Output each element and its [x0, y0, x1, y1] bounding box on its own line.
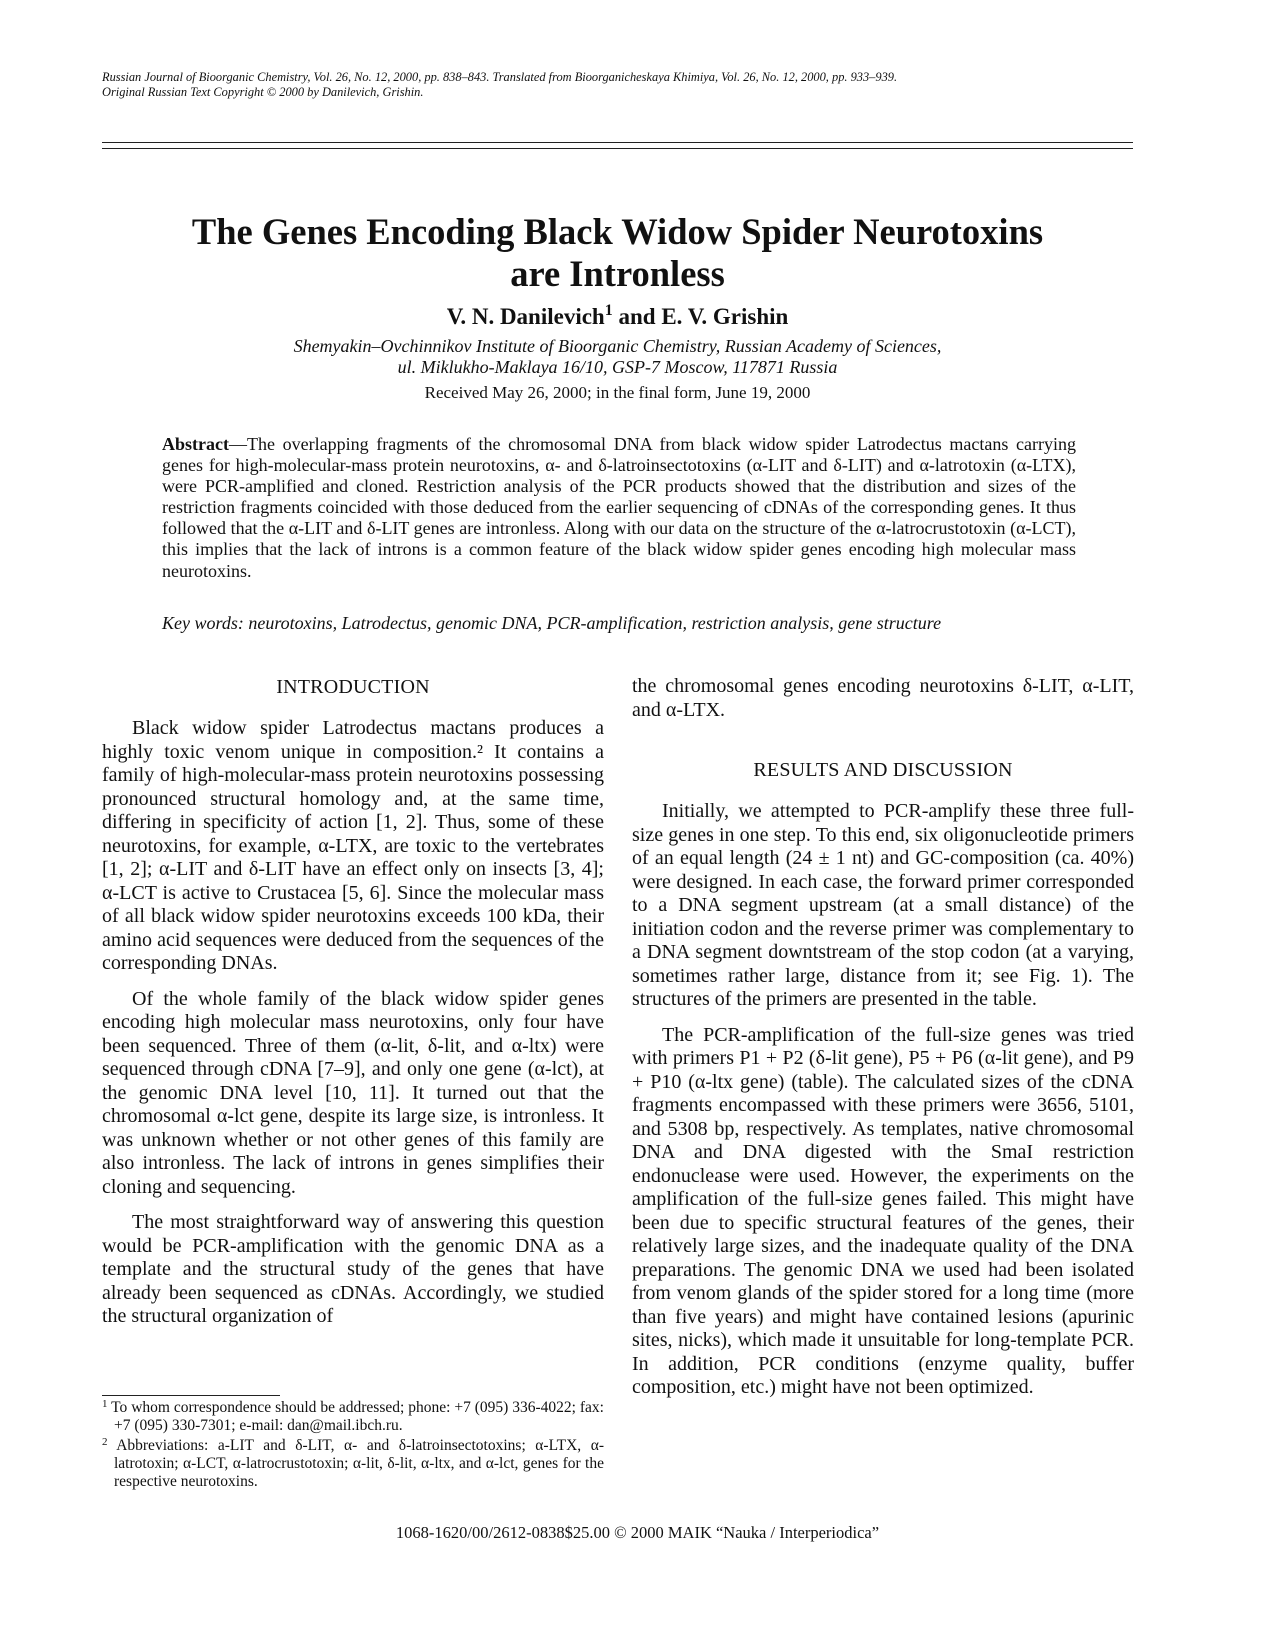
affiliation-line-1: Shemyakin–Ovchinnikov Institute of Bioorganic Chemistry, Russian Academy of Sciences, — [293, 336, 942, 356]
author-2: E. V. Grishin — [661, 304, 789, 329]
title-line-1: The Genes Encoding Black Widow Spider Neurotoxins — [191, 211, 1044, 252]
intro-paragraph-2: Of the whole family of the black widow spider genes encoding high molecular mass neurotoxins, only four have been sequenced. Three of them (α-lit, δ-lit, and α-ltx) were sequenced through cDNA [7–9], and only one gene (α-lct), at the genomic DNA level [10, 11]. It turned out that the chromosomal α-lct gene, despite its large size, is intronless. It was unknown whether or not other genes of this family are also intronless. The lack of introns in genes simplifies their cloning and sequencing. — [102, 987, 604, 1198]
results-paragraph-2: The PCR-amplification of the full-size genes was tried with primers P1 + P2 (δ-lit gene), P5 + P6 (α-lit gene), and P9 + P10 (α-ltx gene) (table). The calculated sizes of the cDNA fragments encompassed with these primers were 3656, 5101, and 5308 bp, respectively. As templates, native chromosomal DNA and DNA digested with the SmaI restriction endonuclease were used. However, the experiments on the amplification of the full-size genes failed. This might have been due to specific structural features of the genes, their relatively large sizes, and the inadequate quality of the DNA preparations. The genomic DNA we used had been isolated from venom glands of the spider stored for a long time (more than five years) and might have contained lesions (apurinic sites, nicks), which made it unsuitable for long-template PCR. In addition, PCR conditions (enzyme quality, buffer composition, etc.) might have not been optimized. — [632, 1023, 1134, 1398]
right-column — [632, 675, 1134, 1412]
title-line-2: are Intronless — [510, 253, 725, 294]
author-connector: and — [612, 304, 662, 329]
author-1-footnote-mark: 1 — [604, 302, 613, 319]
affiliation-line-2: ul. Miklukho-Maklaya 16/10, GSP-7 Moscow, 117871 Russia — [397, 357, 838, 377]
footnotes — [102, 1399, 604, 1493]
abstract — [162, 434, 1076, 582]
section-heading-introduction: INTRODUCTION — [276, 676, 430, 698]
footnote-1 — [102, 1399, 604, 1435]
article-title — [150, 211, 1085, 295]
footnote-2-mark: 2 — [102, 1436, 108, 1448]
received-dates: Received May 26, 2000; in the final form, June 19, 2000 — [424, 383, 811, 402]
intro-paragraph-1: Black widow spider Latrodectus mactans produces a highly toxic venom unique in composition.² It contains a family of high-molecular-mass protein neurotoxins possessing pronounced structural homology and, at the same time, differing in specificity of action [1, 2]. Thus, some of these neurotoxins, for example, α-LTX, are toxic to the vertebrates [1, 2]; α-LIT and δ-LIT have an effect only on insects [3, 4]; α-LCT is active to Crustacea [5, 6]. Since the molecular mass of all black widow spider neurotoxins exceeds 100 kDa, their amino acid sequences were deduced from the sequences of the corresponding DNAs. — [102, 717, 604, 974]
left-column — [102, 675, 604, 1341]
results-paragraph-1: Initially, we attempted to PCR-amplify these three full-size genes in one step. To this end, six oligonucleotide primers of an equal length (24 ± 1 nt) and GC-composition (ca. 40%) were designed. In each case, the forward primer corresponded to a DNA segment upstream (at a small distance) of the initiation codon and the reverse primer was complementary to a DNA segment downtstream of the stop codon (at a varying, sometimes rather large, distance from it; see Fig. 1). The structures of the primers are presented in the table. — [632, 800, 1134, 1010]
abstract-label: Abstract — [162, 434, 229, 454]
header-rule-top — [102, 142, 1133, 143]
journal-header — [102, 70, 1132, 100]
author-list — [150, 302, 1085, 332]
footnote-2 — [102, 1437, 604, 1491]
author-1: V. N. Danilevich — [446, 304, 605, 329]
footnote-rule — [102, 1395, 280, 1396]
intro-continuation: the chromosomal genes encoding neurotoxins δ-LIT, α-LIT, and α-LTX. — [632, 675, 1134, 721]
section-heading-results: RESULTS AND DISCUSSION — [753, 759, 1013, 781]
header-rule-bottom — [102, 148, 1133, 149]
header-citation: Russian Journal of Bioorganic Chemistry, Vol. 26, No. 12, 2000, pp. 838–843. Translated from Bioorganicheskaya Khimiya, Vol. 26, No. 12, 2000, pp. 933–939. — [102, 70, 898, 84]
intro-paragraph-3: The most straightforward way of answering this question would be PCR-amplification with the genomic DNA as a template and the structural study of the genes that have already been sequenced as cDNAs. Accordingly, we studied the structural organization of — [102, 1211, 604, 1327]
footnote-1-mark: 1 — [102, 1398, 108, 1410]
page-footer: 1068-1620/00/2612-0838$25.00 © 2000 MAIK “Nauka / Interperiodica” — [395, 1523, 880, 1542]
keywords: Key words: neurotoxins, Latrodectus, genomic DNA, PCR-amplification, restriction analysis, gene structure — [162, 613, 942, 633]
footnote-2-text: Abbreviations: a-LIT and δ-LIT, α- and δ-latroinsectotoxins; α-LTX, α-latrotoxin; α-LCT, α-latrocrustotoxin; α-lit, δ-lit, α-ltx, and α-lct, genes for the respective neurotoxins. — [114, 1437, 604, 1490]
affiliation — [150, 336, 1085, 378]
footnote-1-text: To whom correspondence should be addressed; phone: +7 (095) 336-4022; fax: +7 (095) 330-7301; e-mail: dan@mail.ibch.ru. — [111, 1399, 604, 1434]
header-copyright: Original Russian Text Copyright © 2000 by Danilevich, Grishin. — [102, 85, 424, 99]
abstract-text: —The overlapping fragments of the chromosomal DNA from black widow spider Latrodectus mactans carrying genes for high-molecular-mass protein neurotoxins, α- and δ-latroinsectotoxins (α-LIT and δ-LIT) and α-latrotoxin (α-LTX), were PCR-amplified and cloned. Restriction analysis of the PCR products showed that the distribution and sizes of the restriction fragments coincided with those deduced from the earlier sequencing of cDNAs of the corresponding genes. It thus followed that the α-LIT and δ-LIT genes are intronless. Along with our data on the structure of the α-latrocrustotoxin (α-LCT), this implies that the lack of introns is a common feature of the black widow spider genes encoding high molecular mass neurotoxins. — [162, 434, 1076, 581]
